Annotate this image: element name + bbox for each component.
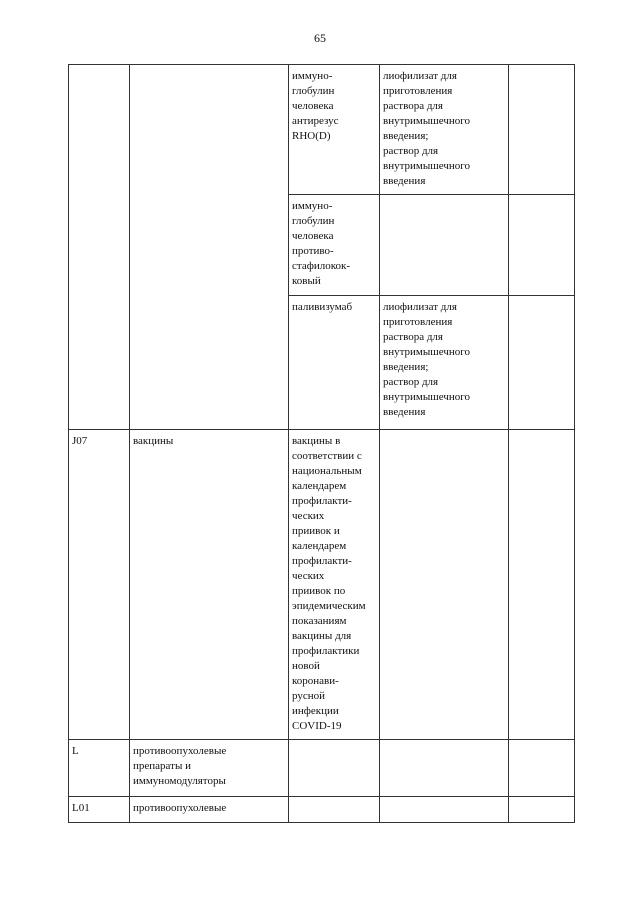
atc-code-cell	[69, 65, 130, 430]
group-cell	[130, 65, 289, 430]
drug-table	[68, 64, 575, 823]
table-row	[69, 430, 575, 740]
atc-code-cell: L01	[69, 797, 130, 823]
dosage-form-cell: лиофилизат для приготовления раствора для внутримышечного введения; раствор для внутримышечного введения	[380, 296, 509, 430]
drug-name-cell: иммуно- глобулин человека антирезус RHO(D)	[289, 65, 380, 195]
dosage-form-cell	[380, 797, 509, 823]
drug-name-cell: паливизумаб	[289, 296, 380, 430]
table-row	[69, 797, 575, 823]
atc-code-cell: J07	[69, 430, 130, 740]
dosage-form-cell: лиофилизат для приготовления раствора для внутримышечного введения; раствор для внутримышечного введения	[380, 65, 509, 195]
drug-name-cell: иммуно- глобулин человека противо- стафилокок- ковый	[289, 195, 380, 296]
dosage-form-cell	[380, 430, 509, 740]
drug-name-cell	[289, 797, 380, 823]
extra-cell	[509, 740, 575, 797]
table-row	[69, 65, 575, 195]
drug-name-cell	[289, 740, 380, 797]
extra-cell	[509, 430, 575, 740]
group-cell: противоопухолевые	[130, 797, 289, 823]
table-row	[69, 740, 575, 797]
page-number: 65	[314, 31, 326, 45]
drug-name-cell: вакцины в соответствии с национальным календарем профилакти- ческих приивок и календарем профилакти- ческих приивок по эпидемическим показаниям вакцины для профилактики новой коронави- русной инфекции COVID-19	[289, 430, 380, 740]
dosage-form-cell	[380, 195, 509, 296]
extra-cell	[509, 296, 575, 430]
extra-cell	[509, 797, 575, 823]
atc-code-cell: L	[69, 740, 130, 797]
extra-cell	[509, 195, 575, 296]
group-cell: противоопухолевые препараты и иммуномодуляторы	[130, 740, 289, 797]
group-cell: вакцины	[130, 430, 289, 740]
dosage-form-cell	[380, 740, 509, 797]
extra-cell	[509, 65, 575, 195]
